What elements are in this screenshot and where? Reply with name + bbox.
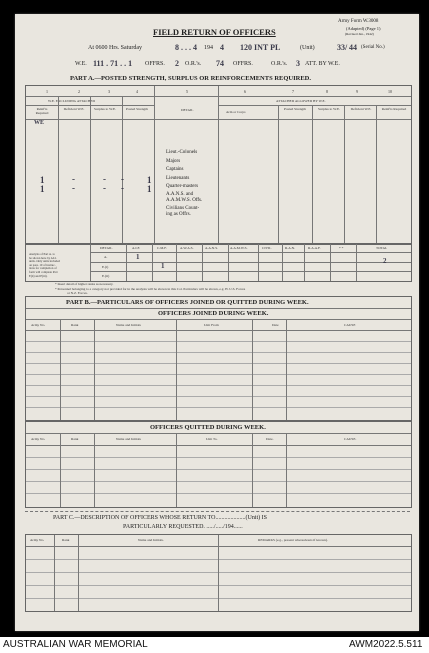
rank-civilians-2: ing as Offrs.: [166, 211, 191, 217]
hw-r2-c3: -: [103, 183, 106, 193]
col-num-1: 1: [46, 89, 48, 94]
serial-label: (Serial No.): [361, 45, 385, 50]
year-handwritten: 4: [220, 43, 224, 52]
col-raaf: R.A.A.F.: [308, 246, 321, 250]
hw-aif: 1: [136, 253, 140, 261]
hw-r1-c3: -: [103, 174, 106, 184]
col-civil: CIVIL: [262, 246, 272, 250]
col-total: TOTAL: [376, 246, 388, 250]
col-num-8: 8: [326, 89, 328, 94]
note-1: * Insert detail of higher ranks as necessary.: [55, 282, 114, 286]
detail-header: DETAIL: [181, 108, 194, 112]
sub-posted: Posted Strength: [125, 107, 149, 111]
serial-handwritten-2: 44: [349, 43, 357, 52]
part-b-box: [25, 296, 412, 422]
quitted-col-unit: Unit To.: [206, 437, 218, 441]
part-c-heading-2: PARTICULARLY REQUESTED. ...../...../194......: [123, 524, 243, 530]
col-cmf: C.M.F.: [157, 246, 167, 250]
footer-accession: AWM2022.5.511: [349, 639, 423, 650]
offrs-handwritten: 2: [175, 59, 179, 68]
joined-col-date: Date: [272, 323, 279, 327]
quitted-col-rank: Rank: [71, 437, 79, 441]
hw-total: 2: [383, 257, 387, 265]
quitted-box: [25, 420, 412, 508]
joined-col-cause: CAUSE: [344, 323, 356, 327]
hw-cmf: 1: [161, 262, 165, 270]
sub-reinf-required: Reinf'ts Required: [35, 107, 49, 115]
rank-qm: Quarter-masters: [166, 184, 199, 190]
analysis-row-eii: E.(ii): [102, 274, 110, 278]
analysis-detail: DETAIL: [100, 246, 113, 250]
col-num-4: 4: [136, 89, 138, 94]
sub-deficient-right: Deficient W.E.: [350, 107, 372, 111]
hw-r2-c4: -: [121, 183, 124, 193]
col-aans: A.A.N.S.: [205, 246, 219, 250]
we-label: W.E.: [75, 61, 87, 67]
partc-col-name: Name and Initials.: [138, 538, 164, 542]
hw-r2-c5: 1: [147, 184, 152, 194]
sub-deficient: Deficient W.E.: [63, 107, 85, 111]
footer-source: AUSTRALIAN WAR MEMORIAL: [3, 639, 148, 650]
col-num-7: 7: [292, 89, 294, 94]
rank-aans: A.A.N.S. and: [166, 191, 194, 197]
hw-r1-c4: -: [121, 174, 124, 184]
col-awas: A.W.A.S.: [180, 246, 194, 250]
partc-col-army-no: Army No.: [30, 538, 45, 542]
joined-col-unit: Unit From: [204, 323, 219, 327]
serial-handwritten: 33/: [337, 43, 348, 52]
we-handwritten-mark: WE: [34, 120, 45, 126]
army-form-number: Army Form W.3008: [338, 19, 379, 24]
att-label: ATT. BY W.E.: [305, 61, 340, 67]
part-c-table: [25, 534, 412, 612]
rank-aamws: A.A.M.W.S. Offs.: [166, 197, 203, 203]
quitted-col-name: Name and Initials: [116, 437, 141, 441]
form-title: FIELD RETURN OF OFFICERS: [153, 27, 276, 37]
note-2: * Personnel belonging to a category not provided for in the analysis will be shown in this Col. Particulars will be shown, e.g. H. U.S. Forces: [55, 287, 246, 291]
adapted-note: (Adapted) (Page 1): [346, 26, 381, 31]
partc-col-remarks: REMARKS (e.g., present whereabouts if known).: [258, 538, 328, 542]
sub-posted-strength: Posted Strength: [283, 107, 307, 111]
note-3: or N.Z. Forces.: [67, 291, 88, 295]
rank-civilians: Civilians Count-: [166, 205, 200, 211]
analysis-row-ei: E.(i): [102, 265, 109, 269]
col-num-5: 5: [186, 89, 188, 94]
sub-surplus-right: Surplus to W.E.: [318, 107, 340, 111]
hw-r1-c1: 1: [40, 175, 45, 185]
we-excluding-attached: W.E. EXCLUDING ATTACHED: [48, 99, 96, 103]
hw-r2-c2: -: [72, 183, 75, 193]
hw-r2-c1: 1: [40, 184, 45, 194]
rank-majors: Majors: [166, 158, 181, 164]
col-num-3: 3: [108, 89, 110, 94]
form-sheet: [15, 14, 419, 631]
part-b-heading: PART B.—PARTICULARS OF OFFICERS JOINED OR QUITTED DURING WEEK.: [66, 299, 309, 306]
quitted-col-army-no: Army No.: [31, 437, 46, 441]
analysis-table: [25, 243, 412, 282]
col-aif: A.I.F.: [132, 246, 140, 250]
tear-line: [25, 511, 410, 512]
col-aamws: A.A.M.W.S.: [230, 246, 248, 250]
part-a-table: [25, 85, 412, 245]
footer-bar: [0, 637, 429, 653]
date-handwritten: 8 . . . 4: [175, 43, 197, 52]
ors-handwritten: 74: [216, 59, 224, 68]
col-num-10: 10: [388, 89, 392, 94]
joined-col-army-no: Army No.: [31, 323, 46, 327]
analysis-row-a: A.: [104, 255, 108, 259]
revised-note: (Revised Jan., 1942): [345, 32, 374, 36]
time-line-label: At 0600 Hrs. Saturday: [88, 45, 142, 51]
quitted-col-date: Date.: [266, 437, 274, 441]
year-prefix: 194: [204, 45, 213, 51]
col-num-9: 9: [356, 89, 358, 94]
joined-col-name: Name and Initials: [116, 323, 141, 327]
ors-handwritten-2: 3: [296, 59, 300, 68]
quitted-heading: OFFICERS QUITTED DURING WEEK.: [150, 424, 266, 431]
joined-heading: OFFICERS JOINED DURING WEEK.: [158, 310, 269, 317]
joined-col-rank: Rank: [71, 323, 79, 327]
ors-label: O.R.'s.: [185, 61, 202, 67]
unit-label: (Unit): [300, 45, 315, 51]
ranks-list: [166, 149, 202, 218]
col-star: * *: [339, 246, 344, 250]
partc-col-rank: Rank: [62, 538, 70, 542]
offrs-label: OFFRS.: [145, 61, 165, 67]
part-c-heading-1: PART C.—DESCRIPTION OF OFFICERS WHOSE RETURN TO....................(Unit) IS: [53, 515, 268, 521]
unit-handwritten: 120 INT PL: [240, 43, 281, 52]
col-num-2: 2: [78, 89, 80, 94]
rank-lt-col: Lieut.-Colonels: [166, 150, 198, 155]
analysis-label: Analysis of Part A. to be shown here by ALL units. Only units included on para. 10 of instruc- tions for completion of form will complete Part E(ii) and E(iii).: [29, 252, 60, 278]
hw-r1-c2: -: [72, 174, 75, 184]
col-num-6: 6: [244, 89, 246, 94]
we-handwritten: 111 . 71 . . 1: [93, 59, 133, 68]
offrs-label-2: OFFRS.: [233, 61, 253, 67]
quitted-col-cause: CAUSE.: [344, 437, 357, 441]
sub-arm-corps: Arm or Corps: [226, 110, 246, 114]
attached-allowed: ATTACHED ALLOWED BY W.E.: [276, 99, 326, 103]
hw-r1-c5: 1: [147, 175, 152, 185]
part-a-heading: PART A.—POSTED STRENGTH, SURPLUS OR REINFORCEMENTS REQUIRED.: [70, 75, 311, 82]
sub-reinf-right: Reinf'ts Required: [381, 107, 407, 111]
ors-label-2: O.R.'s.: [271, 61, 288, 67]
rank-lieutenants: Lieutenants: [166, 175, 190, 181]
sub-surplus: Surplus to W.E.: [94, 107, 116, 111]
col-ran: R.A.N.: [285, 246, 296, 250]
rank-captains: Captains: [166, 167, 184, 173]
